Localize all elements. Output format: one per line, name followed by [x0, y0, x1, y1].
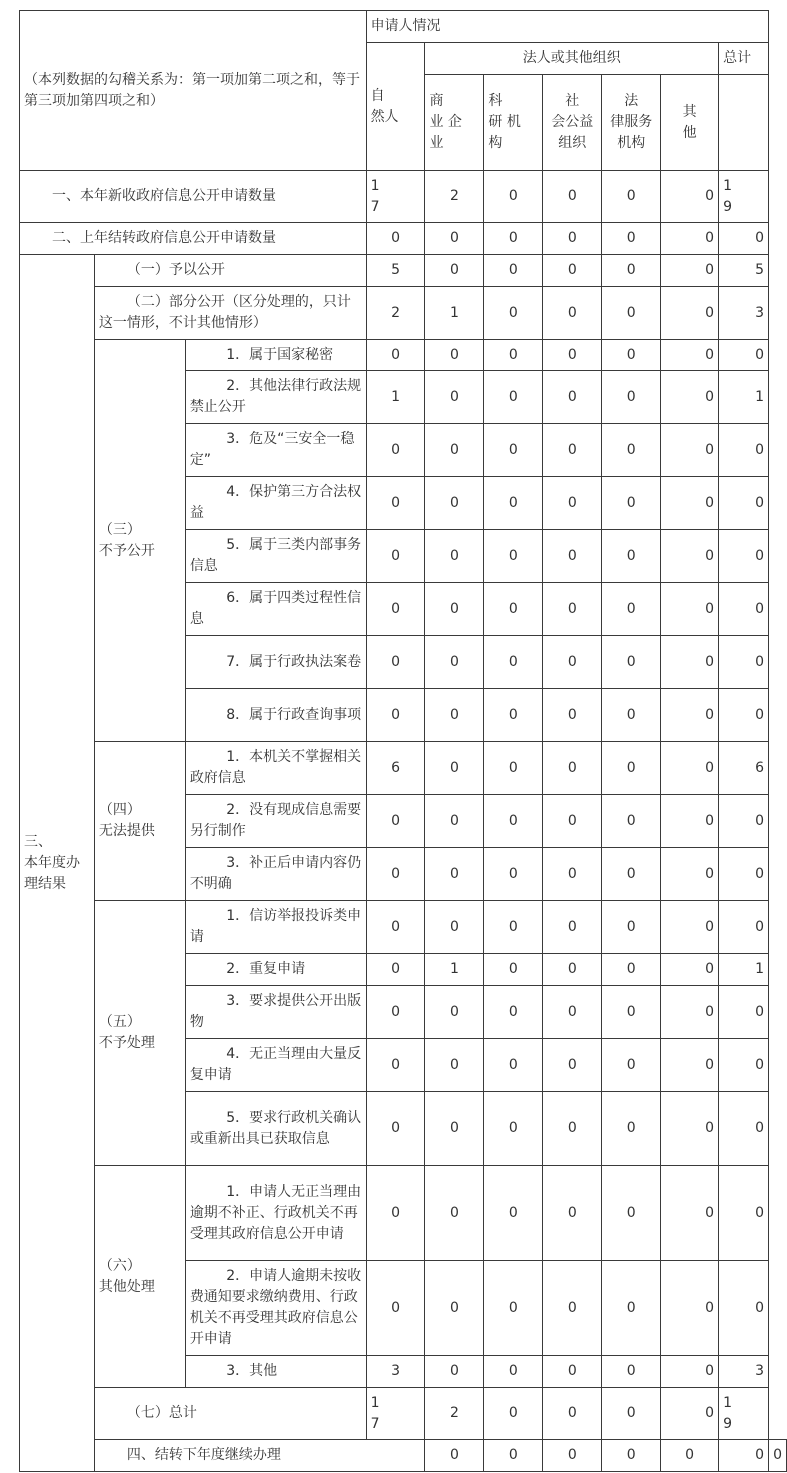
cell: 0: [543, 954, 602, 986]
cell: 1 7: [366, 1388, 425, 1440]
cell: 0: [543, 848, 602, 901]
cell: 0: [661, 1388, 719, 1440]
cell: 0: [602, 255, 661, 287]
cell: 0: [543, 287, 602, 340]
cell: 0: [366, 795, 425, 848]
cell: 0: [543, 742, 602, 795]
cell: 0: [661, 477, 719, 530]
cell: 0: [602, 583, 661, 636]
cell: 0: [719, 986, 769, 1039]
cell: 0: [425, 223, 484, 255]
cell: 0: [543, 340, 602, 371]
cell: 0: [425, 1166, 484, 1261]
cell: 0: [661, 986, 719, 1039]
header-legal-service: 法 律服务 机构: [602, 75, 661, 171]
row-label: 4．保护第三方合法权益: [185, 477, 366, 530]
cell: 3: [719, 287, 769, 340]
header-legal-group: 法人或其他组织: [425, 43, 719, 75]
cell: 0: [425, 530, 484, 583]
cell: 0: [425, 1356, 484, 1388]
cell: 0: [602, 171, 661, 223]
row-label: 2．重复申请: [185, 954, 366, 986]
table-row: [20, 1166, 787, 1261]
cell: 3: [719, 1356, 769, 1388]
cell: 0: [661, 287, 719, 340]
table-row: [20, 255, 787, 287]
cell: 0: [602, 795, 661, 848]
table-row: [20, 223, 787, 255]
row-label: （七）总计: [94, 1388, 366, 1440]
cell: 0: [543, 1039, 602, 1092]
cell: 0: [484, 1388, 543, 1440]
cell: 0: [425, 986, 484, 1039]
cell: 1: [425, 287, 484, 340]
row-label: 8．属于行政查询事项: [185, 689, 366, 742]
cell: 1: [719, 371, 769, 424]
cell: 0: [484, 424, 543, 477]
table-row: [20, 742, 787, 795]
row-label: 2．申请人逾期未按收费通知要求缴纳费用、行政机关不再受理其政府信息公开申请: [185, 1261, 366, 1356]
cell: 0: [661, 424, 719, 477]
group-4-label: （四） 无法提供: [94, 742, 185, 901]
group-5-label: （五） 不予处理: [94, 901, 185, 1166]
cell: 0: [484, 1166, 543, 1261]
cell: 0: [602, 1261, 661, 1356]
cell: 0: [484, 530, 543, 583]
cell: 0: [661, 848, 719, 901]
row-label: （二）部分公开（区分处理的，只计这一情形，不计其他情形）: [94, 287, 366, 340]
cell: 0: [602, 530, 661, 583]
cell: 0: [661, 530, 719, 583]
cell: 0: [543, 1440, 602, 1472]
table-row: [20, 340, 787, 371]
cell: 0: [719, 340, 769, 371]
cell: 2: [366, 287, 425, 340]
cell: 0: [602, 1166, 661, 1261]
cell: 0: [543, 1261, 602, 1356]
section-3-label: 三、 本年度办 理结果: [20, 255, 95, 1472]
cell: 0: [719, 424, 769, 477]
row-label: 3．要求提供公开出版物: [185, 986, 366, 1039]
cell: 0: [719, 689, 769, 742]
cell: 0: [661, 954, 719, 986]
cell: 1 7: [366, 171, 425, 223]
cell: 0: [543, 689, 602, 742]
cell: 0: [425, 1440, 484, 1472]
cell: 6: [719, 742, 769, 795]
cell: 0: [602, 223, 661, 255]
cell: 0: [661, 1356, 719, 1388]
cell: 0: [484, 901, 543, 954]
cell: 0: [719, 848, 769, 901]
table-row: [20, 287, 787, 340]
cell: 0: [425, 636, 484, 689]
cell: 0: [366, 340, 425, 371]
cell: 0: [484, 1261, 543, 1356]
cell: 0: [425, 848, 484, 901]
cell: 0: [661, 340, 719, 371]
cell: 0: [602, 742, 661, 795]
table-row: [20, 1440, 787, 1472]
cell: 0: [366, 424, 425, 477]
cell: 0: [661, 636, 719, 689]
cell: 2: [425, 1388, 484, 1440]
cell: 0: [366, 1092, 425, 1166]
cell: 0: [661, 901, 719, 954]
header-research: 科 研 机 构: [484, 75, 543, 171]
cell: 0: [661, 1440, 719, 1472]
cell: 0: [661, 255, 719, 287]
cell: 1: [366, 371, 425, 424]
cell: 0: [366, 223, 425, 255]
cell: 0: [661, 1092, 719, 1166]
cell: 0: [425, 1092, 484, 1166]
row-label: （一）予以公开: [94, 255, 366, 287]
cell: 0: [366, 1039, 425, 1092]
cell: 0: [484, 954, 543, 986]
row-label: 2．其他法律行政法规禁止公开: [185, 371, 366, 424]
cell: 0: [719, 223, 769, 255]
cell: 0: [719, 1039, 769, 1092]
cell: 0: [484, 848, 543, 901]
row-label: 1．信访举报投诉类申请: [185, 901, 366, 954]
row-label: 6．属于四类过程性信息: [185, 583, 366, 636]
cell: 0: [484, 689, 543, 742]
group-3-label: （三） 不予公开: [94, 340, 185, 742]
cell: 0: [543, 636, 602, 689]
cell: 0: [425, 371, 484, 424]
cell: 0: [543, 1356, 602, 1388]
row-label: 4．无正当理由大量反复申请: [185, 1039, 366, 1092]
cell: 0: [661, 371, 719, 424]
cell: 0: [543, 171, 602, 223]
header-total-blank: [719, 75, 769, 171]
cell: 0: [425, 1039, 484, 1092]
cell: 1: [719, 954, 769, 986]
cell: 0: [425, 583, 484, 636]
cell: 0: [543, 424, 602, 477]
cell: 1 9: [719, 171, 769, 223]
cell: 0: [602, 371, 661, 424]
cell: 0: [484, 255, 543, 287]
cell: 0: [719, 477, 769, 530]
cell: 0: [602, 986, 661, 1039]
cell: 0: [484, 1039, 543, 1092]
cell: 0: [719, 583, 769, 636]
cell: 0: [602, 1039, 661, 1092]
cell: 0: [661, 583, 719, 636]
cell: 1: [425, 954, 484, 986]
cell: 0: [425, 340, 484, 371]
cell: 0: [602, 954, 661, 986]
cell: 0: [719, 795, 769, 848]
cell: 0: [602, 287, 661, 340]
cell: 0: [484, 795, 543, 848]
cell: 1 9: [719, 1388, 769, 1440]
row-label: 3．危及“三安全一稳定”: [185, 424, 366, 477]
cell: 2: [425, 171, 484, 223]
cell: 0: [425, 689, 484, 742]
cell: 0: [543, 371, 602, 424]
cell: 0: [543, 530, 602, 583]
header-total: 总计: [719, 43, 769, 75]
header-business: 商 业 企 业: [425, 75, 484, 171]
cell: 0: [602, 340, 661, 371]
row-label: 2．没有现成信息需要另行制作: [185, 795, 366, 848]
cell: 0: [366, 1261, 425, 1356]
gov-info-disclosure-table: [19, 10, 787, 1472]
cell: 0: [366, 1166, 425, 1261]
header-social: 社 会公益 组织: [543, 75, 602, 171]
cell: 0: [366, 689, 425, 742]
cell: 0: [719, 901, 769, 954]
cell: 0: [661, 1261, 719, 1356]
cell: 0: [484, 371, 543, 424]
cell: 0: [719, 1092, 769, 1166]
row-label: 5．要求行政机关确认或重新出具已获取信息: [185, 1092, 366, 1166]
cell: 0: [425, 901, 484, 954]
cell: 0: [484, 986, 543, 1039]
cell: 0: [719, 530, 769, 583]
cell: 0: [602, 1388, 661, 1440]
cell: 0: [425, 477, 484, 530]
row-label: 3．补正后申请内容仍不明确: [185, 848, 366, 901]
cell: 0: [366, 636, 425, 689]
cell: 0: [661, 742, 719, 795]
cell: 0: [769, 1440, 787, 1472]
row-label: 1．属于国家秘密: [185, 340, 366, 371]
cell: 0: [719, 1440, 769, 1472]
cell: 0: [543, 1388, 602, 1440]
cell: 0: [484, 636, 543, 689]
cell: 0: [366, 530, 425, 583]
row-label: 1．本机关不掌握相关政府信息: [185, 742, 366, 795]
cell: 5: [366, 255, 425, 287]
cell: 0: [543, 1092, 602, 1166]
cell: 0: [366, 954, 425, 986]
cell: 0: [543, 583, 602, 636]
header-applicant: 申请人情况: [366, 11, 769, 43]
row-label: 7．属于行政执法案卷: [185, 636, 366, 689]
cell: 0: [661, 1166, 719, 1261]
table-row: [20, 1388, 787, 1440]
cell: 0: [543, 223, 602, 255]
cell: 0: [425, 255, 484, 287]
header-left-note: （本列数据的勾稽关系为：第一项加第二项之和，等于第三项加第四项之和）: [20, 11, 367, 171]
table-row: [20, 171, 787, 223]
cell: 0: [543, 1166, 602, 1261]
cell: 0: [425, 742, 484, 795]
table-row: [20, 901, 787, 954]
row-label: 1．申请人无正当理由逾期不补正、行政机关不再受理其政府信息公开申请: [185, 1166, 366, 1261]
cell: 0: [484, 742, 543, 795]
cell: 0: [602, 477, 661, 530]
cell: 0: [602, 424, 661, 477]
cell: 0: [661, 171, 719, 223]
cell: 0: [543, 795, 602, 848]
cell: 0: [366, 477, 425, 530]
cell: 0: [484, 1440, 543, 1472]
cell: 0: [543, 901, 602, 954]
row-label: 四、结转下年度继续办理: [94, 1440, 425, 1472]
cell: 0: [661, 689, 719, 742]
row-label: 二、上年结转政府信息公开申请数量: [20, 223, 367, 255]
cell: 0: [543, 986, 602, 1039]
cell: 0: [425, 424, 484, 477]
cell: 0: [543, 255, 602, 287]
cell: 0: [484, 171, 543, 223]
cell: 0: [484, 223, 543, 255]
cell: 0: [425, 1261, 484, 1356]
cell: 0: [484, 583, 543, 636]
cell: 0: [484, 477, 543, 530]
cell: 3: [366, 1356, 425, 1388]
row-label: 一、本年新收政府信息公开申请数量: [20, 171, 367, 223]
cell: 0: [602, 901, 661, 954]
cell: 0: [543, 477, 602, 530]
cell: 0: [719, 1166, 769, 1261]
cell: 0: [719, 1261, 769, 1356]
cell: 0: [602, 1092, 661, 1166]
row-label: 3．其他: [185, 1356, 366, 1388]
cell: 0: [602, 1356, 661, 1388]
cell: 5: [719, 255, 769, 287]
cell: 0: [425, 795, 484, 848]
cell: 0: [602, 1440, 661, 1472]
cell: 6: [366, 742, 425, 795]
cell: 0: [484, 1356, 543, 1388]
cell: 0: [719, 636, 769, 689]
cell: 0: [602, 848, 661, 901]
cell: 0: [366, 986, 425, 1039]
cell: 0: [661, 795, 719, 848]
cell: 0: [484, 1092, 543, 1166]
cell: 0: [661, 223, 719, 255]
cell: 0: [366, 848, 425, 901]
header-natural-person: 自 然人: [366, 43, 425, 171]
row-label: 5．属于三类内部事务信息: [185, 530, 366, 583]
cell: 0: [602, 689, 661, 742]
cell: 0: [366, 901, 425, 954]
cell: 0: [484, 340, 543, 371]
cell: 0: [366, 583, 425, 636]
group-6-label: （六） 其他处理: [94, 1166, 185, 1388]
header-other: 其 他: [661, 75, 719, 171]
cell: 0: [602, 636, 661, 689]
cell: 0: [484, 287, 543, 340]
cell: 0: [661, 1039, 719, 1092]
